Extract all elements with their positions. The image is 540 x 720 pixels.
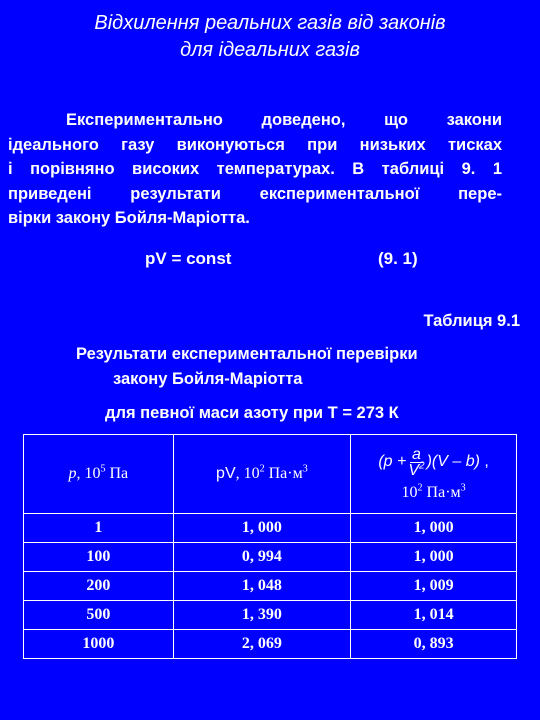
paragraph-line: вірки закону Бойля-Маріотта. [8,209,250,227]
header-pv: pV, $10^2$ $Па\cdot м^3$ [173,435,351,514]
cell-pv: 0, 994 [173,543,351,572]
cell-pressure: 100 [24,543,174,572]
cell-pressure: 1000 [24,630,174,659]
cell-corrected: 1, 000 [351,543,517,572]
cell-pv: 1, 390 [173,601,351,630]
title-line-1: Відхилення реальних газів від законів [94,12,446,34]
table-caption-line-1: Результати експериментальної перевірки [76,345,418,363]
slide-title [0,10,540,64]
header-pressure: p, $10^5$ Па [24,435,174,514]
cell-corrected: 0, 893 [351,630,517,659]
table-label: Таблиця 9.1 [423,312,520,330]
cell-pv: 1, 048 [173,572,351,601]
cell-pressure: 1 [24,514,174,543]
cell-pv: 2, 069 [173,630,351,659]
cell-pressure: 200 [24,572,174,601]
cell-pressure: 500 [24,601,174,630]
table-row [24,601,517,630]
table-header-row [24,435,517,514]
table-caption-line-3: для певної маси азоту при Т = 273 К [105,404,399,422]
paragraph-line: приведені результати експериментальної пере- [8,184,502,203]
table-caption-line-2: закону Бойля-Маріотта [113,370,303,388]
title-line-2: для ідеальних газів [180,39,360,61]
table-row [24,514,517,543]
table-row [24,543,517,572]
formula: pV = const [145,249,232,268]
cell-corrected: 1, 014 [351,601,517,630]
data-table [23,434,517,659]
paragraph-line: ідеального газу виконуються при низьких тисках [8,135,502,154]
header-van-der-waals: ( p + $\frac{a}{V^2}$ )( V – b ) , $10^2$ $Па\cdot м^3$ [351,435,517,514]
paragraph-line: і порівняно високих температурах. В таблиці 9. 1 [8,160,502,178]
cell-corrected: 1, 009 [351,572,517,601]
cell-pv: 1, 000 [173,514,351,543]
paragraph-line: Експериментально доведено, що закони [66,111,502,129]
cell-corrected: 1, 000 [351,514,517,543]
van-der-waals-expression: ( p + $\frac{a}{V^2}$ )( V – b ) , [378,445,489,479]
body-paragraph [8,108,502,231]
formula-number: (9. 1) [378,249,418,268]
table-row [24,630,517,659]
table-row [24,572,517,601]
